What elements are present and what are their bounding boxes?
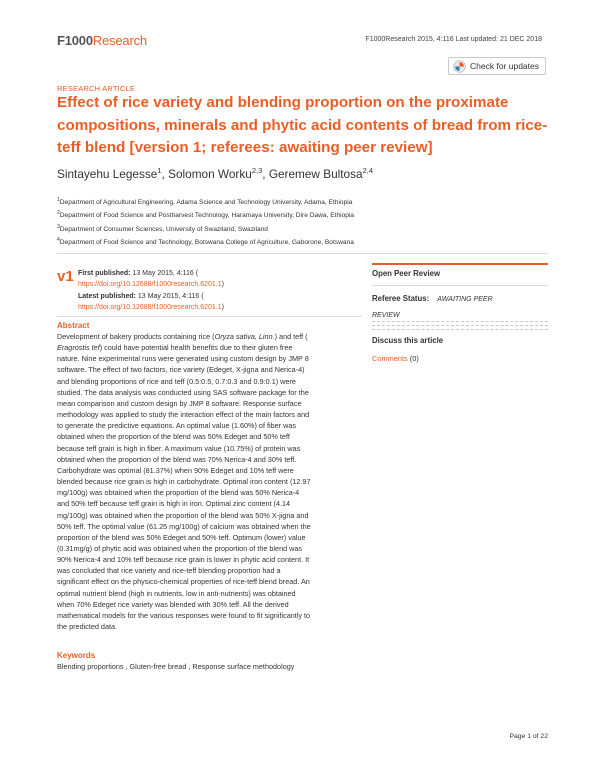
abstract-line — [57, 487, 362, 498]
abstract-line — [57, 454, 362, 465]
abstract-text: mg/100g) was obtained when the proportion of the blend was 50% X-jigna and — [57, 510, 309, 520]
check-for-updates-button[interactable] — [448, 57, 546, 75]
abstract-line — [57, 576, 362, 587]
abstract-text: the predicted data. — [57, 622, 118, 632]
abstract-line — [57, 621, 362, 632]
abstract-line — [57, 409, 362, 420]
article-type: RESEARCH ARTICLE — [57, 84, 136, 93]
affiliation-text: Department of Food Science and Postharvest Technology, Haramaya University, Dire Dawa, Ethiopia — [59, 212, 355, 220]
abstract-text: to generate the predictive equations. An optimal value (1.60%) of fiber was — [57, 421, 296, 431]
comments-line — [372, 354, 548, 363]
latest-doi-link[interactable]: https://doi.org/10.12688/f1000research.6201.1 — [78, 304, 222, 312]
abstract-line — [57, 554, 362, 565]
author-list: Sintayehu Legesse$^1$, Solomon Worku$^{2,3}$, Geremew Bultosa$^{2,4}$ — [57, 166, 374, 181]
abstract-line — [57, 610, 362, 621]
abstract-line — [57, 476, 362, 487]
affiliation-text: Department of Food Science and Technology, Botswana College of Agriculture, Gaborone, Botswana — [59, 239, 354, 247]
first-published-line — [78, 268, 224, 279]
affiliation-text: Department of Agricultural Engineering, Adama Science and Technology University, Adama, Ethiopia — [59, 199, 353, 207]
comments-link[interactable]: Comments — [372, 354, 408, 363]
abstract-body — [57, 331, 362, 632]
version-label: v1 — [57, 268, 74, 285]
abstract-line — [57, 521, 362, 532]
author-affiliation-mark: 2,3 — [251, 166, 263, 175]
referee-status-line2 — [372, 310, 548, 319]
abstract-text: optimal nutrient blend (high in nutrients, low in anti-nutrients) was obtained — [57, 588, 296, 598]
header-divider — [57, 253, 548, 254]
comments-count: (0) — [409, 354, 419, 363]
sidebar-divider — [372, 285, 548, 286]
abstract-line — [57, 398, 362, 409]
affiliation-number: 3 — [57, 223, 60, 230]
first-published-date: 13 May 2015, 4:116 ( — [132, 270, 199, 277]
abstract-line — [57, 431, 362, 442]
abstract-text: and blending proportions of rice and teff (0.5:0.5, 0.7:0.3 and 0.9:0.1) were — [57, 376, 296, 386]
affiliation-item — [57, 208, 354, 221]
abstract-line — [57, 376, 362, 387]
abstract-line — [57, 543, 362, 554]
sidebar-dashed-divider — [372, 329, 548, 330]
publication-info — [78, 268, 224, 314]
keywords-heading: Keywords — [57, 651, 96, 660]
open-peer-review-heading — [372, 269, 548, 278]
first-doi-line — [78, 279, 224, 290]
logo-research: Research — [92, 33, 147, 48]
abstract-text: and 50% teff because teff grain is high in iron. Optimal zinc content (4.14 — [57, 499, 291, 509]
author-name[interactable]: Solomon Worku — [168, 166, 252, 181]
abstract-text: Development of bakery products containing rice ( — [57, 332, 215, 341]
abstract-text: mean comparison and custom design by JMP 8 software. Response surface — [57, 398, 302, 408]
abstract-line — [57, 510, 362, 521]
referee-status-value: AWAITING PEER — [437, 296, 493, 303]
discuss-heading — [372, 336, 548, 345]
latest-doi-line — [78, 302, 224, 313]
close-paren: ) — [221, 281, 224, 289]
abstract-line — [57, 599, 362, 610]
logo-f1000: F1000 — [57, 33, 93, 48]
abstract-text: software. The effect of two factors, rice variety (Edeget, X-jigna and Nerica-4) — [57, 365, 305, 375]
affiliation-list — [57, 195, 354, 249]
affiliation-item — [57, 222, 354, 235]
abstract-text: because teff grain is high in fiber. A maximum value (10.75%) of protein was — [57, 443, 301, 453]
abstract-text: nature. Nine experimental runs were generated using custom design by JMP 8 — [57, 354, 309, 364]
abstract-line — [57, 387, 362, 398]
sidebar-dashed-divider — [372, 325, 548, 326]
author-name[interactable]: Geremew Bultosa — [268, 166, 363, 181]
abstract-line — [57, 353, 362, 364]
abstract-italic-text: Eragrostis tef — [57, 343, 100, 353]
affiliation-number: 2 — [57, 210, 60, 217]
header-meta: F1000Research 2015, 4:116 Last updated: 21 DEC 2018 — [365, 36, 542, 43]
abstract-italic-text: Oryza sativa, Linn. — [214, 332, 275, 341]
abstract-text: (0.31mg/g) of phytic acid was obtained when the proportion of the blend was — [57, 543, 303, 553]
latest-published-label: Latest published: — [78, 292, 136, 300]
abstract-line — [57, 498, 362, 509]
abstract-text: blended because rice grain is high in carbohydrate. Optimal iron content (12.97 — [57, 477, 311, 487]
affiliation-item — [57, 195, 354, 208]
abstract-text: was concluded that rice variety and rice-teff blending proportion had a — [57, 566, 281, 576]
affiliation-number: 4 — [57, 237, 60, 244]
abstract-text: Carbohydrate was optimal (81.37%) when 90% Edeget and 10% teff were — [57, 465, 294, 475]
abstract-text: 90% Nerica-4 and 10% teff because rice grain is lower in phytic acid content. It — [57, 555, 310, 565]
version-divider — [57, 316, 362, 317]
abstract-text: significant effect on the physico-chemical properties of rice-teff blend bread. An — [57, 577, 310, 587]
abstract-line — [57, 588, 362, 599]
author-affiliation-mark: 2,4 — [362, 166, 374, 175]
abstract-line — [57, 532, 362, 543]
abstract-text: mathematical models for the various responses were found to fit significantly to — [57, 610, 311, 620]
page-number: Page 1 of 22 — [509, 733, 548, 740]
referee-status-label: Referee Status: — [372, 294, 430, 303]
abstract-line — [57, 420, 362, 431]
abstract-text: proportion of the blend was 50% Edeget and 50% teff. Optimum (lower) value — [57, 532, 306, 542]
abstract-line — [57, 443, 362, 454]
abstract-line — [57, 565, 362, 576]
affiliation-text: Department of Consumer Sciences, University of Swaziland, Swaziland — [59, 226, 268, 234]
abstract-text: mg/100g) was obtained when the proportion of the blend was 50% Nerica-4 — [57, 488, 300, 498]
affiliation-number: 1 — [57, 197, 60, 203]
author-affiliation-mark: 1 — [157, 166, 162, 175]
abstract-text: ) could have potential health benefits due to their gluten free — [99, 343, 293, 353]
abstract-text: obtained when the proportion of the blend was 70% Nerica-4 and 30% teff. — [57, 454, 297, 464]
abstract-text: 50% teff. The optimal value (61.25 mg/100g) of calcium was obtained when the — [57, 521, 311, 531]
check-updates-icon — [453, 60, 466, 73]
abstract-line — [57, 364, 362, 375]
abstract-text: methodology was applied to study the interaction effect of the main factors and — [57, 410, 310, 420]
open-peer-review-label: Open Peer Review — [372, 269, 441, 278]
abstract-line — [57, 331, 362, 342]
check-for-updates-label: Check for updates — [470, 61, 539, 71]
abstract-line — [57, 342, 362, 353]
referee-status — [372, 294, 548, 303]
author-name[interactable]: Sintayehu Legesse — [57, 166, 158, 181]
close-paren: ) — [221, 304, 224, 312]
f1000research-logo[interactable] — [57, 33, 147, 48]
latest-published-line — [78, 291, 224, 302]
abstract-text: ) and teff ( — [274, 332, 308, 341]
first-published-label: First published: — [78, 270, 131, 277]
keywords-text: Blending proportions , Gluten-free bread , Response surface methodology — [57, 662, 295, 671]
latest-published-date: 13 May 2015, 4:116 ( — [137, 292, 204, 300]
sidebar-top-rule — [372, 263, 548, 265]
abstract-text: when 70% Edeget rice variety was blended with 30% teff. All the derived — [57, 599, 289, 609]
article-title: Effect of rice variety and blending proportion on the proximate compositions, minerals and phytic acid contents of bread from rice-teff blend [version 1; referees: awaiting peer review] — [57, 94, 548, 156]
abstract-text: studied. The data analysis was conducted using SAS software package for the — [57, 387, 309, 397]
first-doi-link[interactable]: https://doi.org/10.12688/f1000research.6201.1 — [78, 281, 222, 289]
discuss-label: Discuss this article — [372, 336, 444, 345]
affiliation-item — [57, 235, 354, 248]
sidebar-dashed-divider — [372, 321, 548, 322]
abstract-heading: Abstract — [57, 321, 90, 330]
referee-status-value2: REVIEW — [372, 312, 400, 319]
abstract-text: obtained when the proportion of the blend was 50% Edeget and 50% teff — [57, 432, 290, 442]
abstract-line — [57, 465, 362, 476]
